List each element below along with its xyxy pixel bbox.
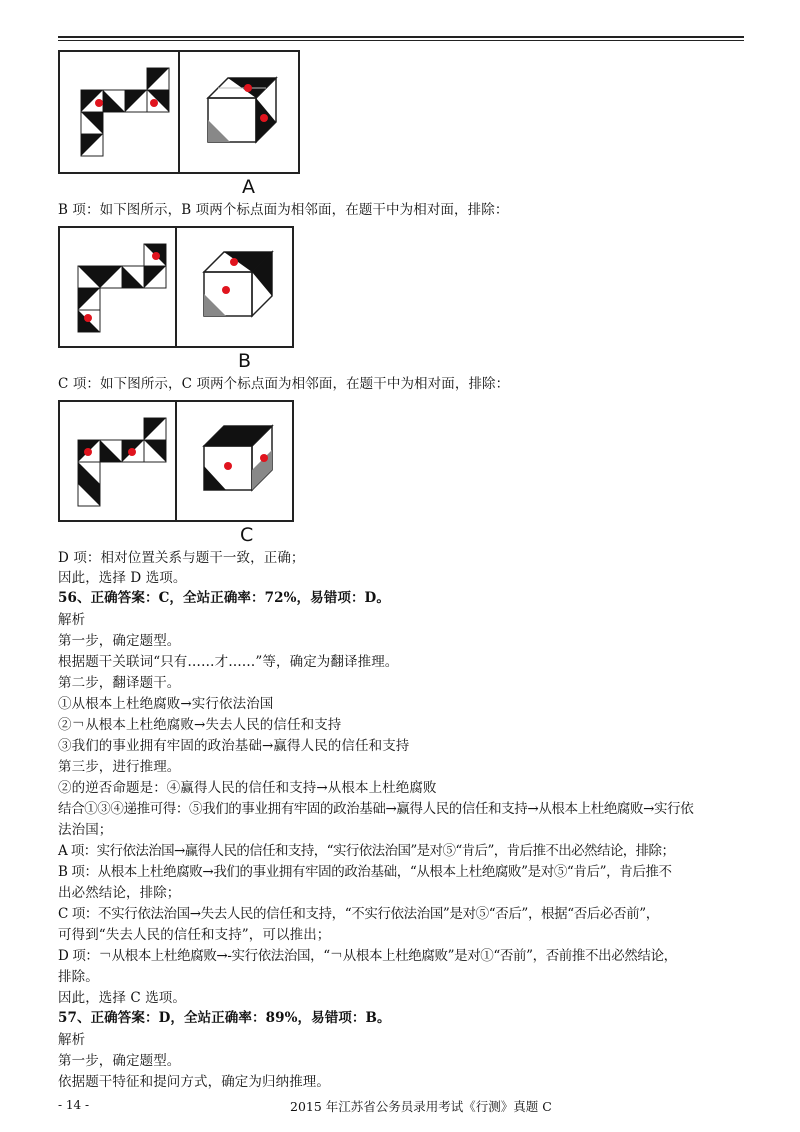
header-rule-thin [58,40,744,41]
text-line: ①从根本上杜绝腐败→实行依法治国 [58,696,274,712]
text-line: D 项：相对位置关系与题干一致，正确； [58,550,305,566]
figure-caption-c: C [240,524,254,546]
text-line: 排除。 [58,969,99,985]
header-rule [58,36,744,38]
cube-net-and-cube-a [58,50,300,174]
text-line: 结合①③④递推可得：⑤我们的事业拥有牢固的政治基础→赢得人民的信任和支持→从根本上杜绝腐败→实行依 [58,801,694,817]
figure-caption-a: A [242,176,255,198]
cube-figure-c [58,400,294,522]
text-line: 因此，选择 D 选项。 [58,570,187,586]
text-line: 第一步，确定题型。 [58,1053,181,1069]
figure-caption-b: B [238,350,252,372]
text-line: B 项：从根本上杜绝腐败→我们的事业拥有牢固的政治基础，“从根本上杜绝腐败”是对⑤“肯后”，肯后推不 [58,864,672,880]
text-line: 解析 [58,612,86,628]
text-line: 根据题干关联词“只有……才……”等，确定为翻译推理。 [58,654,399,670]
page-number: - 14 - [58,1098,90,1112]
text-line: 可得到“失去人民的信任和支持”，可以推出； [58,927,331,943]
cube-net-and-cube-b [58,226,294,348]
text-line: 解析 [58,1032,86,1048]
text-line: A 项：实行依法治国→赢得人民的信任和支持，“实行依法治国”是对⑤“肯后”，肯后推不出必然结论，排除； [58,843,675,859]
text-line: 第一步，确定题型。 [58,633,181,649]
cube-figure-b [58,226,294,348]
answer-heading-57: 57、正确答案：D，全站正确率：89%，易错项：B。 [58,1010,391,1026]
cube-figure-a [58,50,300,174]
text-line: C 项：不实行依法治国→失去人民的信任和支持，“不实行依法治国”是对⑤“否后”，根据“否后必否前”， [58,906,659,922]
cube-net-and-cube-c [58,400,294,522]
text-line: 第二步，翻译题干。 [58,675,181,691]
text-line: D 项：￢从根本上杜绝腐败→-实行依法治国，“￢从根本上杜绝腐败”是对①“否前”，否前推不出必然结论， [58,948,677,964]
text-line: ②的逆否命题是：④赢得人民的信任和支持→从根本上杜绝腐败 [58,780,437,796]
footer-title: 2015 年江苏省公务员录用考试《行测》真题 C [290,1099,552,1114]
text-line: 出必然结论，排除； [58,885,181,901]
text-line: B 项：如下图所示，B 项两个标点面为相邻面，在题干中为相对面，排除： [58,202,509,218]
text-line: 依据题干特征和提问方式，确定为归纳推理。 [58,1074,330,1090]
text-line: 因此，选择 C 选项。 [58,990,187,1006]
text-line: 第三步，进行推理。 [58,759,181,775]
answer-heading-56: 56、正确答案：C，全站正确率：72%，易错项：D。 [58,590,390,606]
text-line: ②￢从根本上杜绝腐败→失去人民的信任和支持 [58,717,342,733]
text-line: C 项：如下图所示，C 项两个标点面为相邻面，在题干中为相对面，排除： [58,376,510,392]
text-line: 法治国； [58,822,113,838]
text-line: ③我们的事业拥有牢固的政治基础→赢得人民的信任和支持 [58,738,410,754]
